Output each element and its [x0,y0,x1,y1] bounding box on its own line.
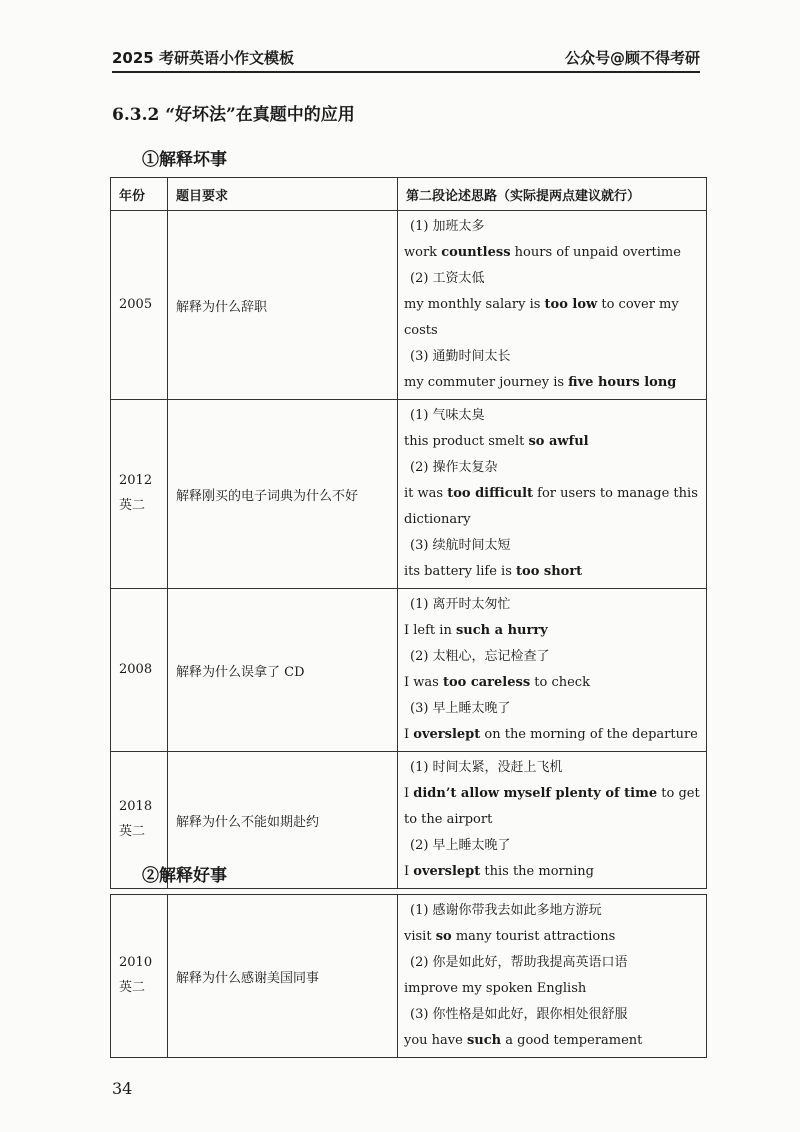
idea-chinese: (2) 你是如此好，帮助我提高英语口语 [410,955,628,970]
english-bold: too careless [442,675,531,690]
english-bold: overslept [413,864,481,879]
idea-english [404,618,700,644]
header-book-title: 2025 考研英语小作文模板 [112,49,294,67]
idea-chinese: (1) 气味太臭 [410,408,485,423]
english-bold: countless [441,245,511,260]
ideas-cell [398,400,707,589]
english-pre: my commuter journey is [404,375,569,390]
subtitle-good: ②解释好事 [142,866,227,886]
ideas-cell [398,589,707,752]
english-pre: work [404,245,442,260]
english-post: this the morning [480,864,594,879]
english-bold: too low [544,297,598,312]
idea-english [404,1028,700,1054]
table-row [111,211,707,400]
year-value: 2018 [119,799,153,815]
idea-chinese: (2) 操作太复杂 [410,460,498,475]
english-bold: so [435,929,452,944]
idea-chinese: (3) 通勤时间太长 [410,349,511,364]
idea-chinese: (3) 续航时间太短 [410,538,511,553]
requirement-cell: 解释为什么感谢美国同事 [168,895,398,1058]
page-header [112,40,700,73]
english-pre: its battery life is [404,564,517,579]
idea-english [404,781,700,833]
table-row [111,400,707,589]
idea-english [404,976,700,1002]
english-pre: I [404,786,414,801]
english-bold: such [466,1033,502,1048]
idea-chinese: (3) 你性格是如此好，跟你相处很舒服 [410,1007,628,1022]
year-cell [111,211,168,400]
english-post: on the morning of the departure [480,727,698,742]
year-value: 2005 [119,296,153,312]
english-bold: so awful [528,434,589,449]
idea-english [404,670,700,696]
year-value: 2010 [119,955,153,971]
exam-type: 英二 [119,498,146,513]
ideas-cell [398,211,707,400]
idea-chinese: (2) 早上睡太晚了 [410,838,511,853]
year-value: 2012 [119,473,153,489]
ideas-cell [398,895,707,1058]
idea-english [404,924,700,950]
idea-chinese: (2) 工资太低 [410,271,485,286]
table-header-row [111,178,707,211]
english-pre: visit [404,929,436,944]
table-row [111,589,707,752]
idea-chinese: (1) 感谢你带我去如此多地方游玩 [410,903,602,918]
idea-chinese: (2) 太粗心，忘记检查了 [410,649,550,664]
table-row [111,895,707,1058]
idea-english [404,859,700,885]
english-pre: I [404,864,414,879]
english-post: for users to manage this dictionary [404,486,698,527]
english-post: to check [530,675,590,690]
year-cell [111,895,168,1058]
year-value: 2008 [119,661,153,677]
idea-english [404,240,700,266]
english-pre: I was [404,675,443,690]
idea-english [404,722,700,748]
english-pre: my monthly salary is [404,297,545,312]
idea-english [404,370,700,396]
english-pre: it was [404,486,448,501]
idea-chinese: (1) 离开时太匆忙 [410,597,511,612]
english-bold: too difficult [447,486,534,501]
english-pre: you have [404,1033,467,1048]
header-ideas: 第二段论述思路（实际提两点建议就行） [398,178,707,211]
english-bold: five hours long [568,375,677,390]
english-bold: overslept [413,727,481,742]
good-table-body [111,895,707,1058]
english-post: a good temperament [501,1033,643,1048]
idea-english [404,292,700,344]
exam-type: 英二 [119,980,146,995]
bad-table [110,177,707,889]
idea-chinese: (1) 时间太紧，没赶上飞机 [410,760,563,775]
english-post: hours of unpaid overtime [510,245,681,260]
page-number: 34 [112,1079,133,1098]
english-pre: I left in [404,623,456,638]
header-requirement: 题目要求 [168,178,398,211]
english-pre: improve my spoken English [404,981,587,996]
header-account: 公众号@顾不得考研 [564,49,700,67]
english-bold: such a hurry [455,623,548,638]
bad-table-body [111,211,707,889]
exam-type: 英二 [119,824,146,839]
year-cell [111,589,168,752]
requirement-cell: 解释为什么误拿了 CD [168,589,398,752]
english-pre: I [404,727,414,742]
requirement-cell: 解释为什么不能如期赴约 [168,752,398,889]
section-title: 6.3.2 “好坏法”在真题中的应用 [112,105,355,125]
idea-chinese: (3) 早上睡太晚了 [410,701,511,716]
english-post: many tourist attractions [451,929,616,944]
year-cell [111,400,168,589]
idea-english [404,559,700,585]
requirement-cell: 解释为什么辞职 [168,211,398,400]
english-bold: didn’t allow myself plenty of time [413,786,658,801]
subtitle-bad: ①解释坏事 [142,150,227,170]
english-pre: this product smelt [404,434,529,449]
idea-english [404,481,700,533]
idea-chinese: (1) 加班太多 [410,219,485,234]
english-bold: too short [516,564,583,579]
good-table [110,894,707,1058]
ideas-cell [398,752,707,889]
idea-english [404,429,700,455]
english-post: to get to the airport [404,786,700,827]
english-post: to cover my costs [404,297,679,338]
requirement-cell: 解释刚买的电子词典为什么不好 [168,400,398,589]
header-year: 年份 [111,178,168,211]
